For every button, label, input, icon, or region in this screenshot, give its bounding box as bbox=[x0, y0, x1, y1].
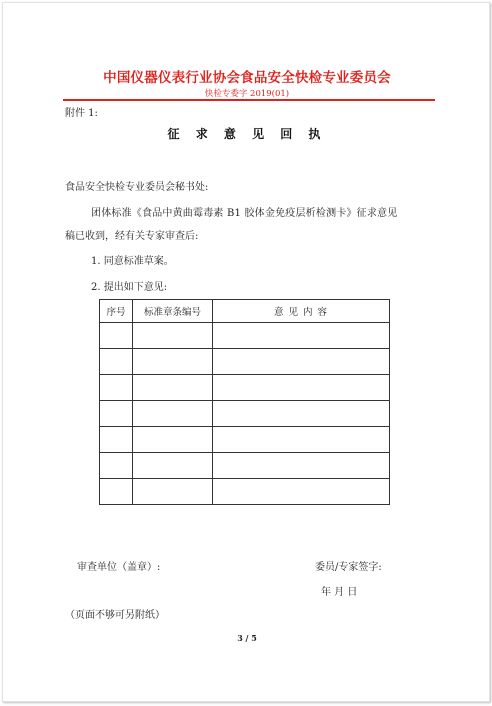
opinions-table bbox=[99, 299, 390, 505]
cell-number[interactable] bbox=[100, 453, 133, 479]
cell-clause[interactable] bbox=[133, 375, 213, 401]
body-line-1: 团体标准《食品中黄曲霉毒素 B1 胶体金免疫层析检测卡》征求意见 bbox=[91, 208, 398, 219]
cell-opinion[interactable] bbox=[213, 479, 390, 505]
cell-opinion[interactable] bbox=[213, 375, 390, 401]
cell-number[interactable] bbox=[100, 349, 133, 375]
extra-page-note: （页面不够可另附纸） bbox=[65, 610, 165, 621]
cell-number[interactable] bbox=[100, 479, 133, 505]
org-title: 中国仪器仪表行业协会食品安全快检专业委员会 bbox=[103, 70, 391, 86]
cell-clause[interactable] bbox=[133, 401, 213, 427]
table-row bbox=[100, 453, 390, 479]
document-page bbox=[2, 2, 490, 702]
page-number: 3 / 5 bbox=[237, 633, 257, 643]
cell-clause[interactable] bbox=[133, 323, 213, 349]
table-row bbox=[100, 479, 390, 505]
signer-label: 委员/专家签字: bbox=[315, 562, 382, 573]
cell-opinion[interactable] bbox=[213, 323, 390, 349]
cell-clause[interactable] bbox=[133, 479, 213, 505]
column-header-number: 序号 bbox=[100, 300, 133, 323]
cell-clause[interactable] bbox=[133, 349, 213, 375]
cell-number[interactable] bbox=[100, 323, 133, 349]
option-1: 1. 同意标准草案。 bbox=[91, 256, 174, 267]
cell-number[interactable] bbox=[100, 375, 133, 401]
cell-number[interactable] bbox=[100, 401, 133, 427]
table-row bbox=[100, 349, 390, 375]
cell-opinion[interactable] bbox=[213, 401, 390, 427]
attachment-label: 附件 1: bbox=[65, 108, 98, 119]
cell-opinion[interactable] bbox=[213, 453, 390, 479]
cell-opinion[interactable] bbox=[213, 427, 390, 453]
column-header-opinion: 意 见 内 容 bbox=[213, 300, 390, 323]
document-number: 快检专委字 2019(01) bbox=[204, 89, 290, 99]
table-row bbox=[100, 401, 390, 427]
option-2: 2. 提出如下意见: bbox=[91, 282, 168, 293]
table-row bbox=[100, 427, 390, 453]
table-header-row bbox=[100, 300, 390, 323]
date-label: 年 月 日 bbox=[321, 587, 358, 598]
header-divider bbox=[63, 99, 435, 101]
recipient-line: 食品安全快检专业委员会秘书处: bbox=[65, 182, 209, 193]
cell-clause[interactable] bbox=[133, 427, 213, 453]
body-line-2: 稿已收到，经有关专家审查后: bbox=[65, 231, 199, 242]
review-unit-label: 审查单位（盖章）: bbox=[77, 562, 161, 573]
cell-number[interactable] bbox=[100, 427, 133, 453]
cell-clause[interactable] bbox=[133, 453, 213, 479]
form-title: 征 求 意 见 回 执 bbox=[167, 127, 327, 141]
column-header-clause: 标准章条编号 bbox=[133, 300, 213, 323]
cell-opinion[interactable] bbox=[213, 349, 390, 375]
table-row bbox=[100, 375, 390, 401]
table-row bbox=[100, 323, 390, 349]
